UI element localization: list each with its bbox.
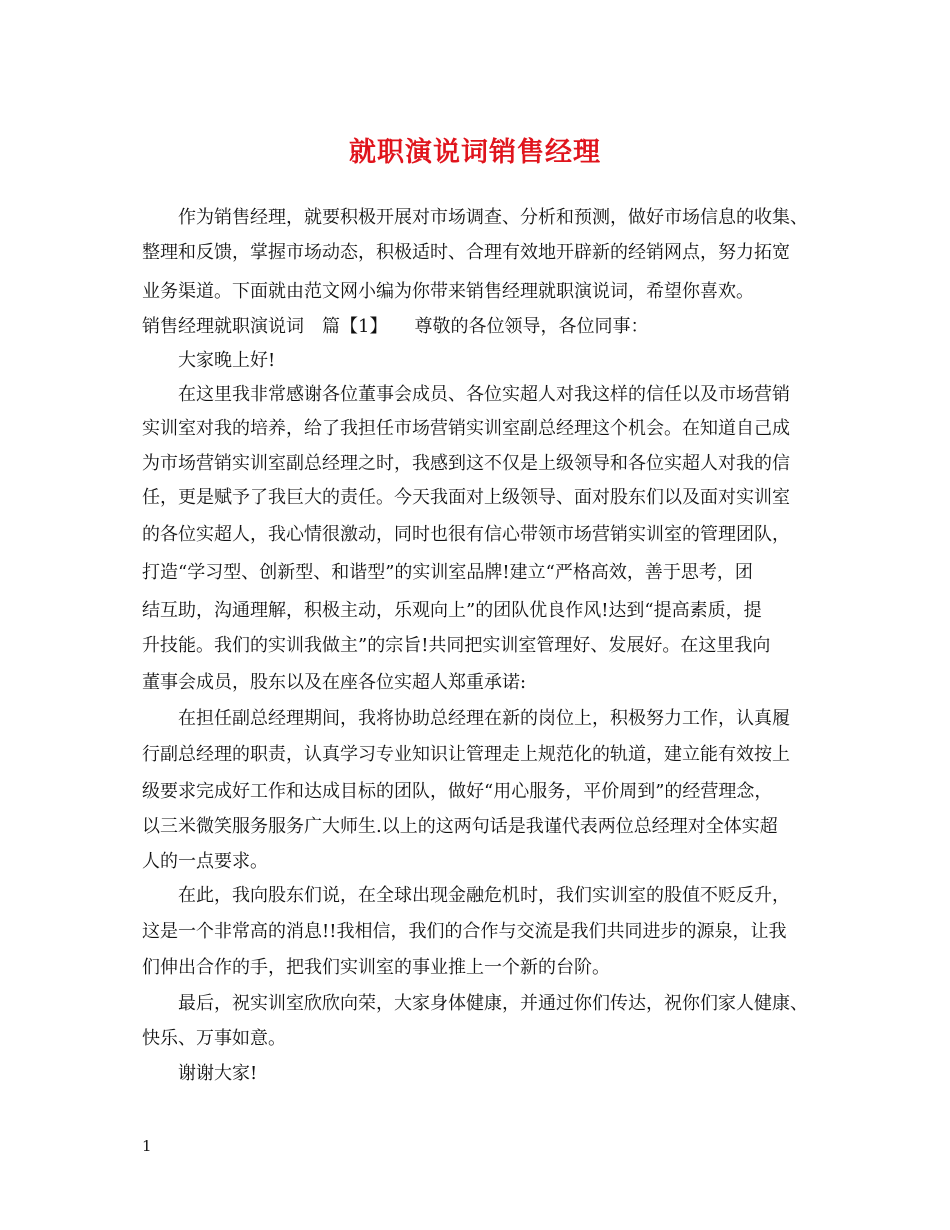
text-line: 任，更是赋予了我巨大的责任。今天我面对上级领导、面对股东们以及面对实训室	[142, 487, 790, 508]
text-line: 的各位实超人，我心情很激动，同时也很有信心带领市场营销实训室的管理团队，	[142, 524, 790, 545]
text-line: 快乐、万事如意。	[142, 1028, 286, 1049]
text-line: 大家晚上好!	[178, 350, 276, 371]
text-line: 升技能。我们的实训我做主”的宗旨!共同把实训室管理好、发展好。在这里我向	[142, 635, 771, 656]
text-line: 这是一个非常高的消息!!我相信，我们的合作与交流是我们共同进步的源泉，让我	[142, 921, 787, 942]
text-line: 结互助，沟通理解，积极主动，乐观向上”的团队优良作风!达到“提高素质，提	[142, 600, 762, 621]
text-line: 人的一点要求。	[142, 851, 268, 872]
text-line: 们伸出合作的手，把我们实训室的事业推上一个新的台阶。	[142, 957, 610, 978]
text-line: 谢谢大家!	[178, 1063, 258, 1084]
page-number: 1	[142, 1137, 152, 1155]
text-line: 以三米微笑服务服务广大师生.以上的这两句话是我谨代表两位总经理对全体实超	[142, 816, 778, 837]
text-line: 销售经理就职演说词 篇【1】 尊敬的各位领导，各位同事：	[142, 316, 649, 337]
text-line: 在此，我向股东们说，在全球出现金融危机时，我们实训室的股值不贬反升，	[178, 885, 790, 906]
text-line: 整理和反馈，掌握市场动态，积极适时、合理有效地开辟新的经销网点，努力拓宽	[142, 242, 790, 263]
text-line: 业务渠道。下面就由范文网小编为你带来销售经理就职演说词，希望你喜欢。	[142, 281, 754, 302]
text-line: 打造“学习型、创新型、和谐型”的实训室品牌!建立“严格高效，善于思考，团	[142, 562, 753, 583]
text-line: 董事会成员，股东以及在座各位实超人郑重承诺:	[142, 672, 527, 693]
text-line: 在担任副总经理期间，我将协助总经理在新的岗位上，积极努力工作，认真履	[178, 708, 790, 729]
text-line: 在这里我非常感谢各位董事会成员、各位实超人对我这样的信任以及市场营销	[178, 384, 790, 405]
text-line: 行副总经理的职责，认真学习专业知识让管理走上规范化的轨道，建立能有效按上	[142, 744, 790, 765]
text-line: 为市场营销实训室副总经理之时，我感到这不仅是上级领导和各位实超人对我的信	[142, 453, 790, 474]
text-line: 最后，祝实训室欣欣向荣，大家身体健康，并通过你们传达，祝你们家人健康、	[178, 993, 808, 1014]
page-title: 就职演说词销售经理	[349, 137, 601, 168]
text-line: 实训室对我的培养，给了我担任市场营销实训室副总经理这个机会。在知道自己成	[142, 418, 790, 439]
text-line: 级要求完成好工作和达成目标的团队，做好“用心服务，平价周到”的经营理念，	[142, 781, 773, 802]
text-line: 作为销售经理，就要积极开展对市场调查、分析和预测，做好市场信息的收集、	[178, 207, 808, 228]
